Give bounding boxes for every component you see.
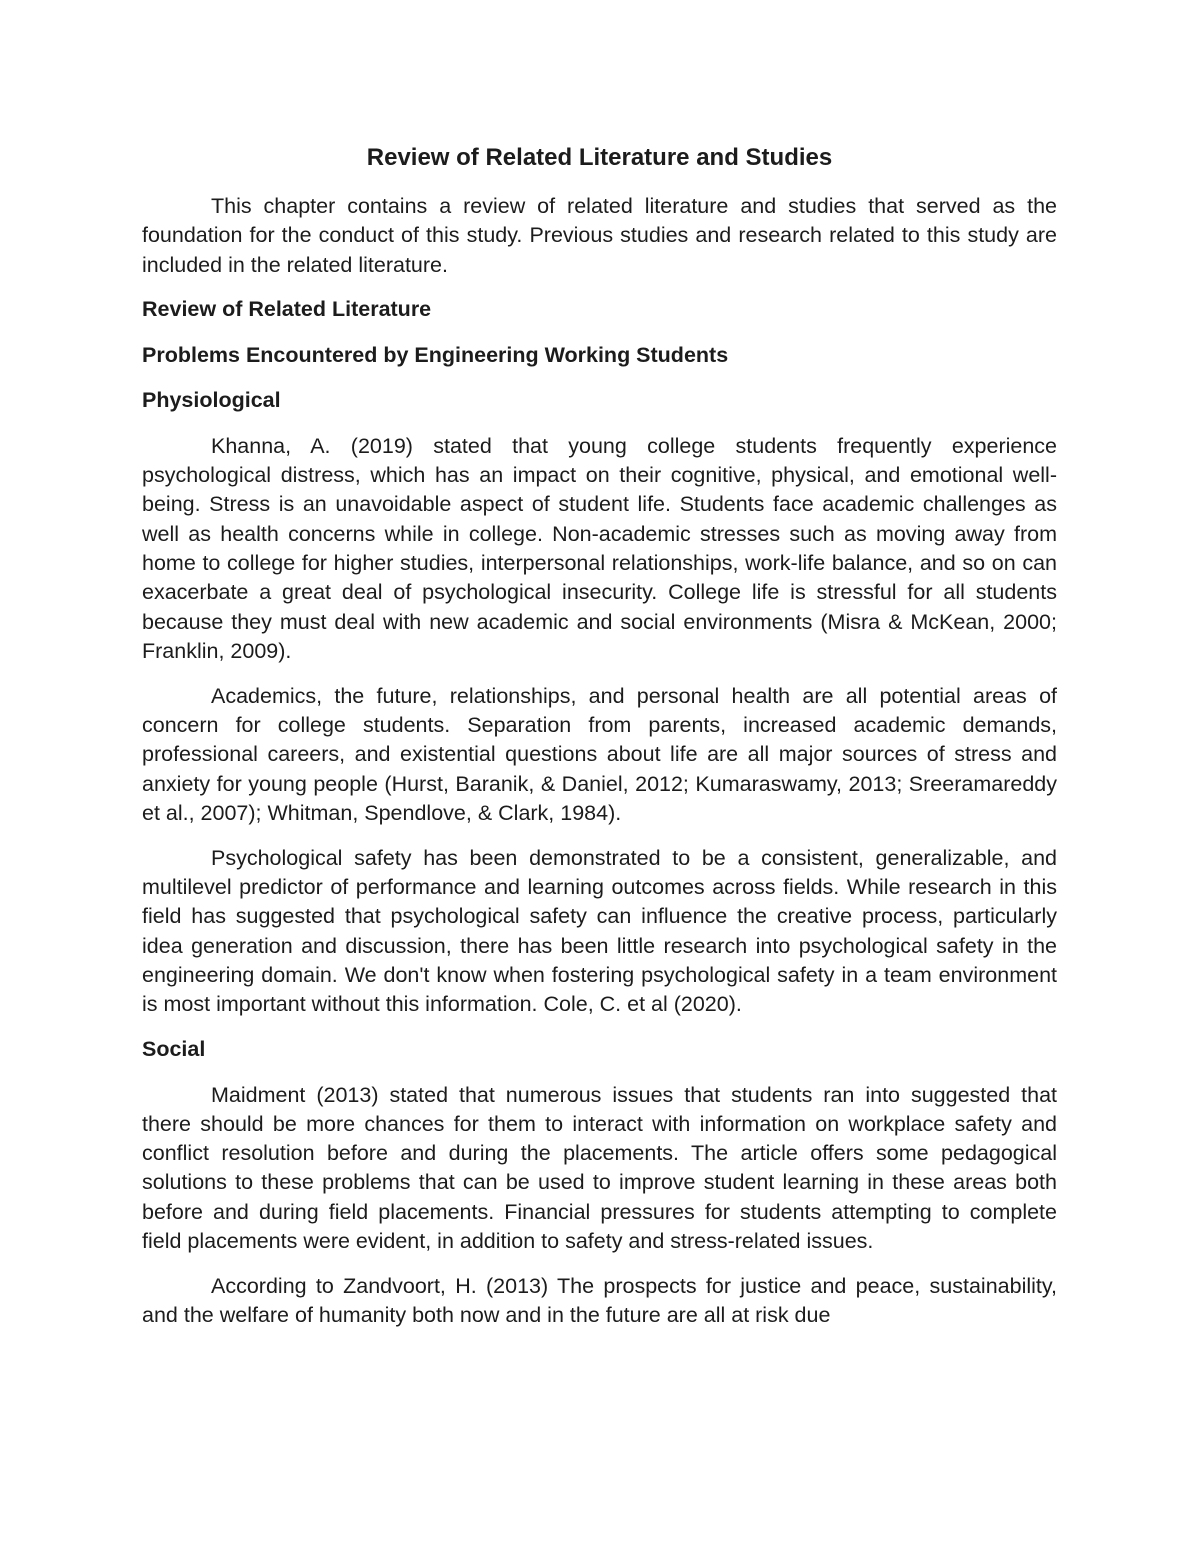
physiological-paragraph-1: Khanna, A. (2019) stated that young college students frequently experience psychological distress, which has an impact on their cognitive, physical, and emotional well-being. Stress is an unavoidable aspect of student life. Students face academic challenges as well as health concerns while in college. Non-academic stresses such as moving away from home to college for higher studies, interpersonal relationships, work-life balance, and so on can exacerbate a great deal of psychological insecurity. College life is stressful for all students because they must deal with new academic and social environments (Misra & McKean, 2000; Franklin, 2009). [142, 433, 1057, 663]
physiological-paragraph-2: Academics, the future, relationships, and personal health are all potential areas of concern for college students. Separation from parents, increased academic demands, professional careers, and existential questions about life are all major sources of stress and anxiety for young people (Hurst, Baranik, & Daniel, 2012; Kumaraswamy, 2013; Sreeramareddy et al., 2007); Whitman, Spendlove, & Clark, 1984). [142, 683, 1057, 825]
section-heading-rrl: Review of Related Literature [142, 297, 432, 322]
document-title: Review of Related Literature and Studies [366, 144, 833, 171]
intro-paragraph: This chapter contains a review of related literature and studies that served as the foundation for the conduct of this study. Previous studies and research related to this study are included in the related literature. [142, 194, 1057, 277]
social-paragraph-1: Maidment (2013) stated that numerous issues that students ran into suggested that there should be more chances for them to interact with information on workplace safety and conflict resolution before and during the placements. The article offers some pedagogical solutions to these problems that can be used to improve student learning in these areas both before and during field placements. Financial pressures for students attempting to complete field placements were evident, in addition to safety and stress-related issues. [142, 1082, 1057, 1254]
section-heading-physiological: Physiological [142, 388, 281, 413]
social-paragraph-2: According to Zandvoort, H. (2013) The prospects for justice and peace, sustainability, and the welfare of humanity both now and in the future are all at risk due [142, 1273, 1057, 1328]
physiological-paragraph-3: Psychological safety has been demonstrated to be a consistent, generalizable, and multilevel predictor of performance and learning outcomes across fields. While research in this field has suggested that psychological safety can influence the creative process, particularly idea generation and discussion, there has been little research into psychological safety in the engineering domain. We don't know when fostering psychological safety in a team environment is most important without this information. Cole, C. et al (2020). [142, 845, 1057, 1017]
section-heading-social: Social [142, 1037, 206, 1062]
document-page [142, 140, 1057, 1346]
section-heading-problems: Problems Encountered by Engineering Working Students [142, 342, 729, 367]
